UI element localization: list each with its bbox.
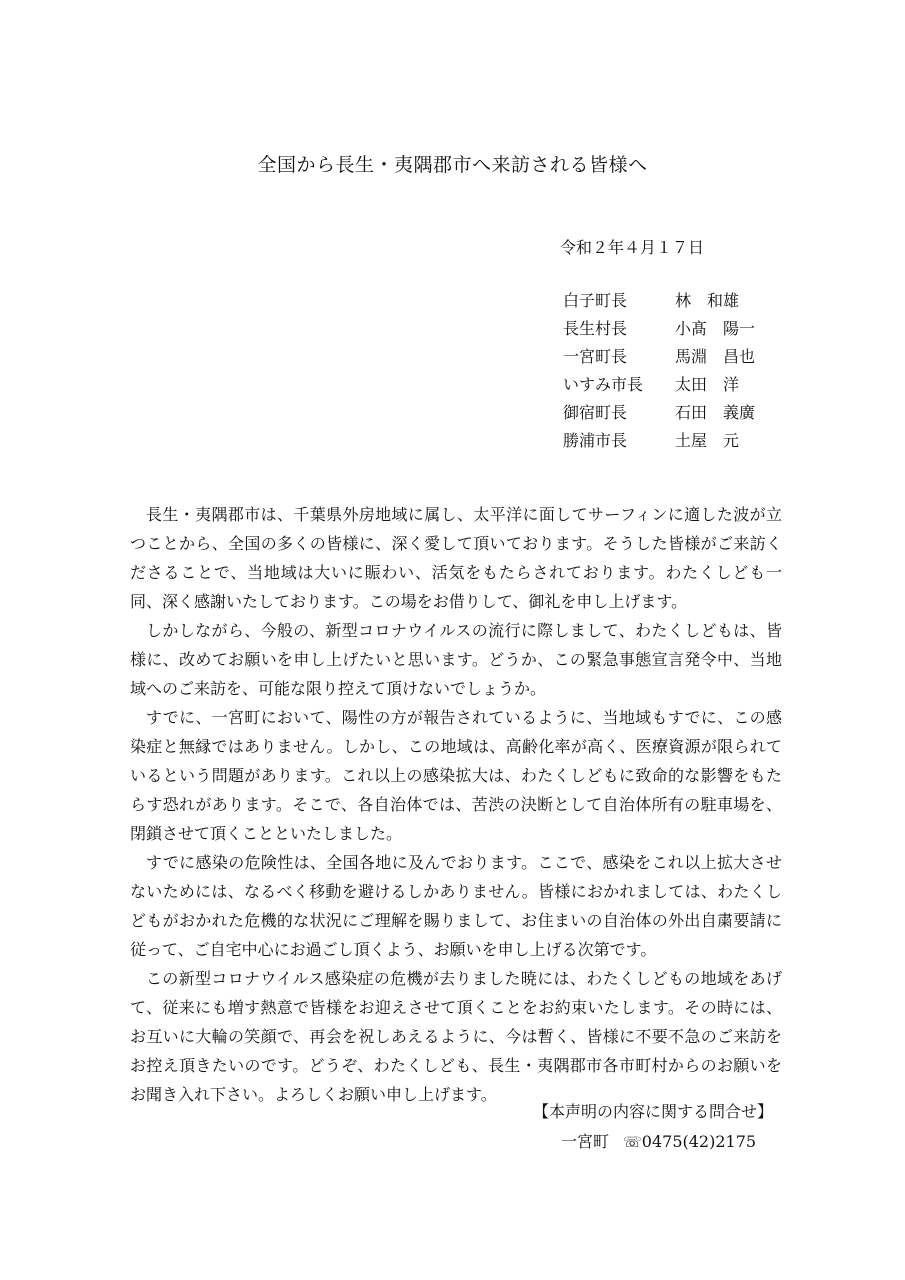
contact-line <box>533 1127 773 1157</box>
phone-number: 0475(42)2175 <box>641 1132 757 1151</box>
signer-name: 土屋 元 <box>675 431 740 450</box>
signer-row <box>563 315 823 343</box>
signer-name: 太田 洋 <box>675 375 740 394</box>
signer-office: 御宿町長 <box>563 403 628 422</box>
document-date: 令和２年４月１７日 <box>560 238 705 257</box>
signer-name: 石田 義廣 <box>675 403 756 422</box>
body-paragraph: この新型コロナウイルス感染症の危機が去りました暁には、わたくしどもの地域をあげて、従来にも増す熱意で皆様をお迎えさせて頂くことをお約束いたします。その時には、お互いに大輪の笑顔で、再会を祝しあえるように、今は暫く、皆様に不要不急のご来訪をお控え頂きたいのです。どうぞ、わたくしども、長生・夷隅郡市各市町村からのお願いをお聞き入れ下さい。よろしくお願い申し上げます。 <box>130 969 782 1104</box>
signer-row <box>563 287 823 315</box>
signer-row <box>563 343 823 371</box>
contact-office: 一宮町 <box>561 1132 610 1151</box>
contact-block <box>533 1097 773 1157</box>
signer-row <box>563 371 823 399</box>
body-paragraph: しかしながら、今般の、新型コロナウイルスの流行に際しまして、わたくしどもは、皆様に、改めてお願いを申し上げたいと思います。どうか、この緊急事態宣言発令中、当地域へのご来訪を、可能な限り控えて頂けないでしょうか。 <box>130 621 782 698</box>
body-paragraph: 長生・夷隅郡市は、千葉県外房地域に属し、太平洋に面してサーフィンに適した波が立つことから、全国の多くの皆様に、深く愛して頂いております。そうした皆様がご来訪くださることで、当地域は大いに賑わい、活気をもたらされております。わたくしども一同、深く感謝いたしております。この場をお借りして、御礼を申し上げます。 <box>130 505 782 611</box>
document-title: 全国から長生・夷隅郡市へ来訪される皆様へ <box>257 154 648 176</box>
signer-name: 小髙 陽一 <box>675 319 756 338</box>
signer-office: 勝浦市長 <box>563 431 628 450</box>
contact-phone <box>623 1132 756 1151</box>
signer-name: 林 和雄 <box>675 291 740 310</box>
signer-office: いすみ市長 <box>563 375 644 394</box>
signer-list <box>563 287 823 455</box>
body-paragraph: すでに、一宮町において、陽性の方が報告されているように、当地域もすでに、この感染症と無縁ではありません。しかし、この地域は、高齢化率が高く、医療資源が限られているという問題があります。これ以上の感染拡大は、わたくしどもに致命的な影響をもたらす恐れがあります。そこで、各自治体では、苦渋の決断として自治体所有の駐車場を、閉鎖させて頂くことといたしました。 <box>130 708 782 843</box>
signer-office: 長生村長 <box>563 319 628 338</box>
signer-office: 白子町長 <box>563 291 628 310</box>
statement-body <box>130 500 782 1109</box>
telephone-icon: ☏ <box>623 1133 642 1151</box>
signer-row <box>563 427 823 455</box>
signer-row <box>563 399 823 427</box>
contact-heading: 【本声明の内容に関する問合せ】 <box>533 1102 774 1121</box>
signer-name: 馬淵 昌也 <box>675 347 756 366</box>
signer-office: 一宮町長 <box>563 347 628 366</box>
body-paragraph: すでに感染の危険性は、全国各地に及んでおります。ここで、感染をこれ以上拡大させないためには、なるべく移動を避けるしかありません。皆様におかれましては、わたくしどもがおかれた危機的な状況にご理解を賜りまして、お住まいの自治体の外出自粛要請に従って、ご自宅中心にお過ごし頂くよう、お願いを申し上げる次第です。 <box>130 853 782 959</box>
